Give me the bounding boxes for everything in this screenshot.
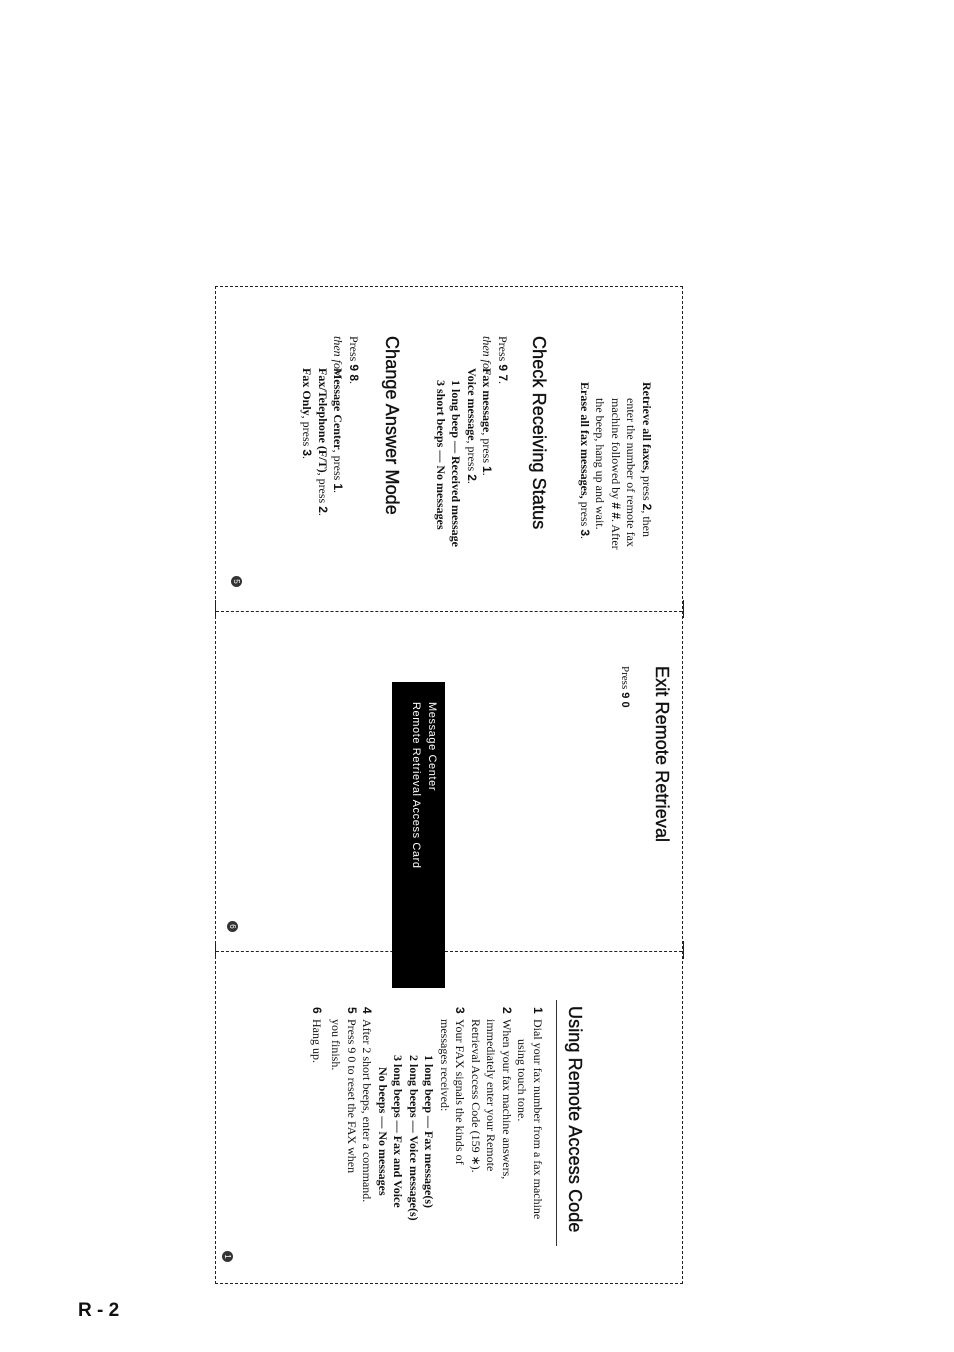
change-answer-mode-heading: Change Answer Mode — [382, 336, 402, 515]
using-remote-access-heading: Using Remote Access Code — [565, 1006, 585, 1233]
exit-remote-retrieval-heading: Exit Remote Retrieval — [652, 666, 672, 843]
step-5: 5Press 9 0 to reset the FAX when you finish. — [329, 1007, 359, 1174]
fold-tick — [683, 941, 684, 959]
exit-instruction: Press 9 0 — [619, 666, 631, 708]
page-badge: 1 — [222, 1251, 233, 1262]
step-6: 6Hang up. — [310, 1007, 324, 1063]
fold-tick — [215, 600, 216, 618]
retrieve-instructions: Retrieve all faxes, press 2, then enter the number of remote fax machine followed by # #. After the beep, hang up and wait. Erase all fax messages, press 3. — [578, 382, 654, 550]
fold-tick — [215, 941, 216, 959]
change-mode-instructions: Press 9 8. then forMessage Center, press 1. Fax/Telephone (F/T), press 2. Fax Only, press 3. — [300, 336, 361, 516]
fold-line-2 — [216, 951, 682, 952]
step-2: 2When your fax machine answers, immediately enter your Remote Retrieval Access Code (159 ∗). — [469, 1007, 514, 1180]
check-receiving-status-heading: Check Receiving Status — [529, 336, 549, 530]
fold-tick — [683, 600, 684, 618]
fold-line-1 — [216, 611, 682, 612]
check-status-instructions: Press 9 7. then forFax message, press 1. Voice message, press 2. 1 long beep — Received message 3 short beeps — No messages — [434, 336, 510, 547]
step-3: 3Your FAX signals the kinds of messages received: 1 long beep — Fax message(s) 2 long beeps — Voice message(s) 3 long beeps — Fax and Voice No beeps — No messages — [376, 1007, 468, 1221]
step-4: 4After 2 short beeps, enter a command. — [360, 1007, 375, 1203]
page-number: R - 2 — [78, 1300, 120, 1321]
card-title-banner — [392, 682, 445, 988]
page-badge: 6 — [227, 921, 238, 932]
page-badge: 5 — [231, 576, 242, 587]
banner-title-line2: Remote Retrieval Access Card — [410, 702, 422, 869]
access-steps — [309, 1007, 546, 1221]
step-1: 1Dial your fax number from a fax machine using touch tone. — [515, 1007, 545, 1220]
heading-underline — [556, 1000, 557, 1246]
banner-title-line1: Message Center — [426, 702, 438, 792]
